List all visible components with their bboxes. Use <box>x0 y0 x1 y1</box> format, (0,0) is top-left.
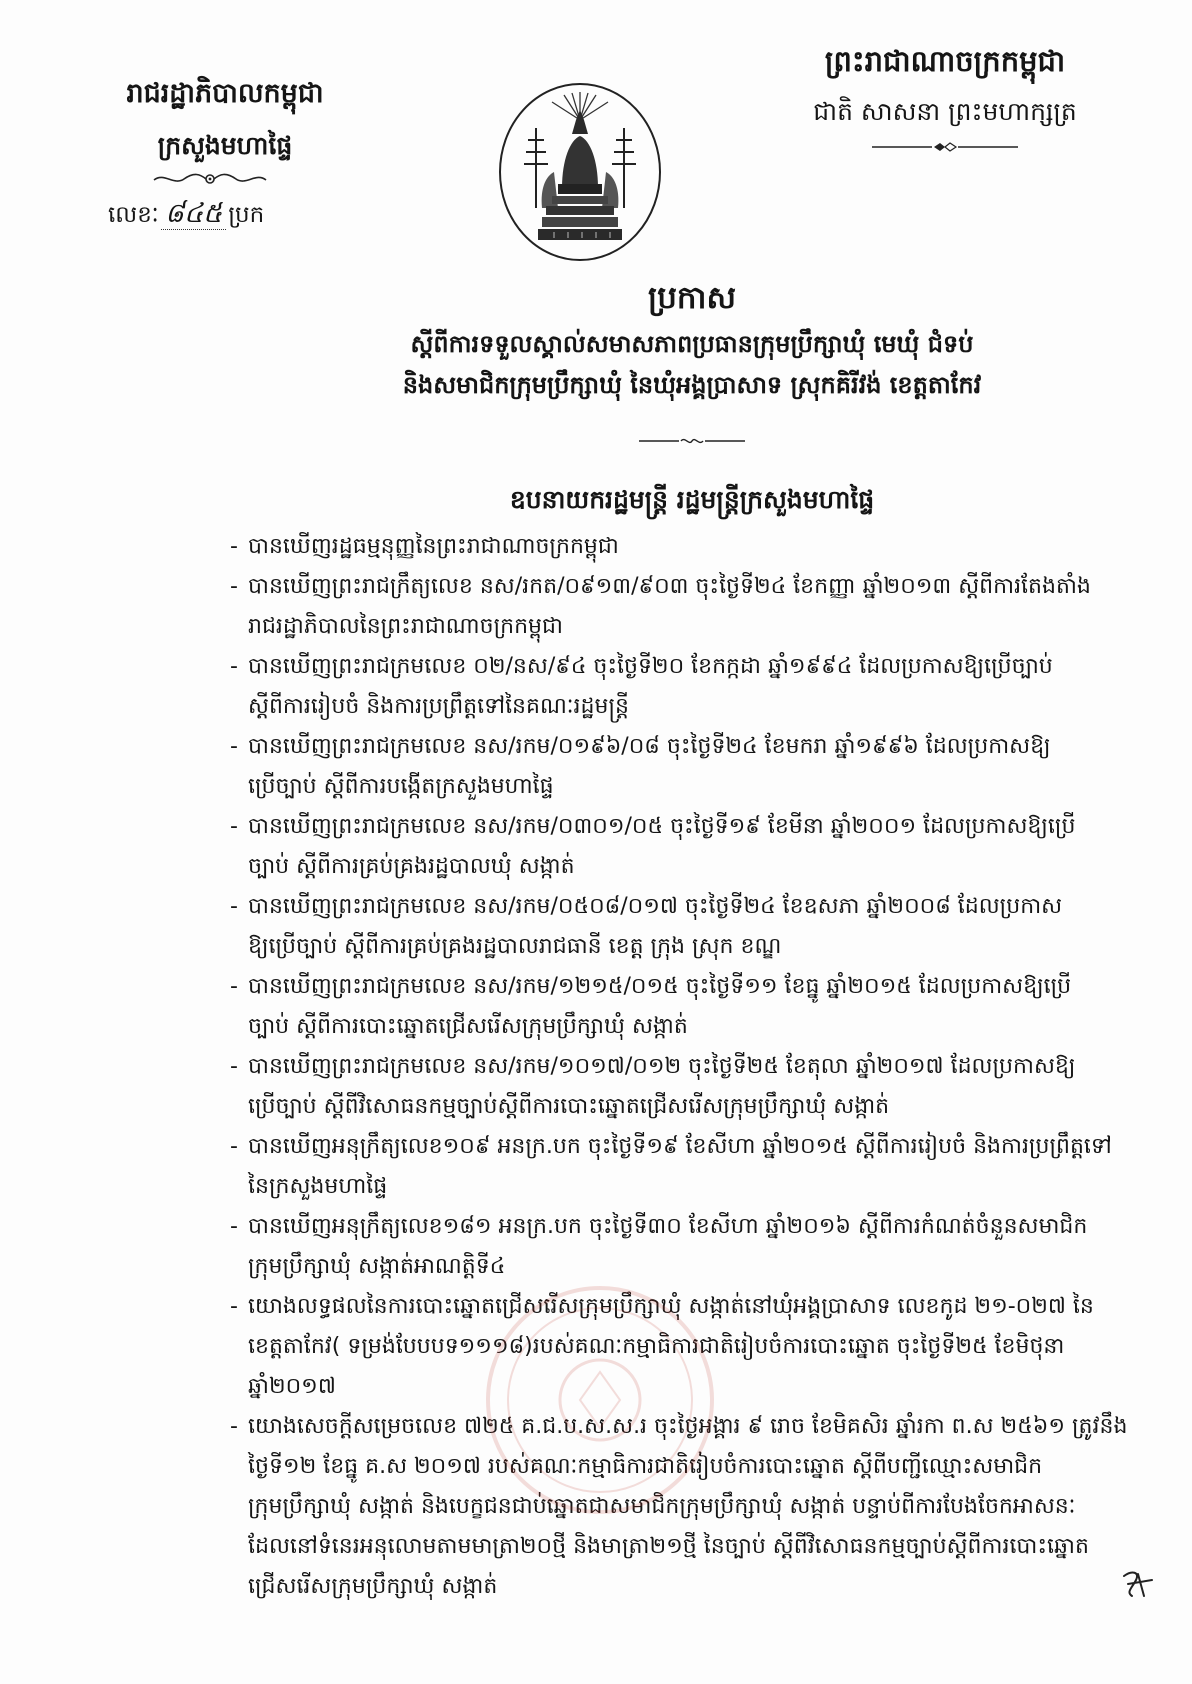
list-item-line: ដែលនៅទំនេរអនុលោមតាមមាត្រា២០ថ្មី និងមាត្រា២១ថ្មី នៃច្បាប់ ស្តីពីវិសោធនកម្មច្បាប់ស្តីពីការបោះឆ្នោត <box>248 1534 1089 1559</box>
subject-line-2: និងសមាជិកក្រុមប្រឹក្សាឃុំ នៃឃុំអង្គប្រាសាទ ស្រុកគិរីវង់ ខេត្តតាកែវ <box>402 371 982 399</box>
list-item-line: ស្តីពីការរៀបចំ និងការប្រព្រឹត្តទៅនៃគណៈរដ្ឋមន្ត្រី <box>248 694 629 719</box>
list-item-line: - យោងសេចក្តីសម្រេចលេខ ៧២៥ គ.ជ.ប.ស.ស.រ ចុះថ្ងៃអង្គារ ៩ រោច ខែមិគសិរ ឆ្នាំរកា ព.ស ២៥៦១ ត្រូវនឹង <box>228 1407 1158 1447</box>
list-item <box>228 647 1158 727</box>
ministry-name: ក្រសួងមហាផ្ទៃ <box>157 131 293 160</box>
list-item-line: - បានឃើញព្រះរាជក្រមលេខ នស/រកម/០៥០៨/០១៧ ចុះថ្ងៃទី២៤ ខែឧសភា ឆ្នាំ២០០៨ ដែលប្រកាស <box>228 887 1158 927</box>
list-item <box>228 807 1158 887</box>
list-item <box>228 1047 1158 1127</box>
list-item <box>228 527 1158 567</box>
list-item-line: - បានឃើញអនុក្រឹត្យលេខ១៨១ អនក្រ.បក ចុះថ្ងៃទី៣០ ខែសីហា ឆ្នាំ២០១៦ ស្តីពីការកំណត់ចំនួនសមាជិក <box>228 1207 1158 1247</box>
reference-suffix: ប្រក <box>228 202 265 228</box>
list-item-line: - បានឃើញព្រះរាជក្រមលេខ ០២/នស/៩៤ ចុះថ្ងៃទី២០ ខែកក្កដា ឆ្នាំ១៩៩៤ ដែលប្រកាសឱ្យប្រើច្បាប់ <box>228 647 1158 687</box>
government-name: រាជរដ្ឋាភិបាលកម្ពុជា <box>126 78 324 109</box>
kingdom-name: ព្រះរាជាណាចក្រកម្ពុជា <box>824 44 1066 78</box>
reference-label: លេខៈ <box>108 202 159 228</box>
list-item-line: ខេត្តតាកែវ( ទម្រង់បែបបទ១១១៨)របស់គណៈកម្មាធិការជាតិរៀបចំការបោះឆ្នោត ចុះថ្ងៃទី២៥ ខែមិថុនា <box>248 1334 1065 1359</box>
list-item-line: - បានឃើញព្រះរាជក្រមលេខ នស/រកម/០៣០១/០៥ ចុះថ្ងៃទី១៩ ខែមីនា ឆ្នាំ២០០១ ដែលប្រកាសឱ្យប្រើ <box>228 807 1158 847</box>
list-item-line: - បានឃើញព្រះរាជក្រឹត្យលេខ នស/រកត/០៩១៣/៩០៣ ចុះថ្ងៃទី២៤ ខែកញ្ញា ឆ្នាំ២០១៣ ស្តីពីការតែងតាំង <box>228 567 1158 607</box>
list-item <box>228 887 1158 967</box>
list-item-line: ក្រុមប្រឹក្សាឃុំ សង្កាត់ និងបេក្ខជនជាប់ឆ្នោតជាសមាជិកក្រុមប្រឹក្សាឃុំ សង្កាត់ បន្ទាប់ពីការបែងចែកអាសនៈ <box>248 1494 1076 1519</box>
issuer-title: ឧបនាយករដ្ឋមន្ត្រី រដ្ឋមន្ត្រីក្រសួងមហាផ្ទៃ <box>509 485 875 514</box>
list-item <box>228 727 1158 807</box>
list-item-line: - យោងលទ្ធផលនៃការបោះឆ្នោតជ្រើសរើសក្រុមប្រឹក្សាឃុំ សង្កាត់នៅឃុំអង្គប្រាសាទ លេខកូដ ២១-០២៧ នៃ <box>228 1287 1158 1327</box>
list-item-line: - បានឃើញព្រះរាជក្រមលេខ នស/រកម/១២១៥/០១៥ ចុះថ្ងៃទី១១ ខែធ្នូ ឆ្នាំ២០១៥ ដែលប្រកាសឱ្យប្រើ <box>228 967 1158 1007</box>
list-item-line: - បានឃើញអនុក្រឹត្យលេខ១០៩ អនក្រ.បក ចុះថ្ងៃទី១៩ ខែសីហា ឆ្នាំ២០១៥ ស្តីពីការរៀបចំ និងការប្រព្រឹត្តទៅ <box>228 1127 1158 1167</box>
national-motto: ជាតិ សាសនា ព្រះមហាក្សត្រ <box>813 97 1077 126</box>
ornament-line-icon <box>870 140 1020 154</box>
official-seal-stamp <box>480 1280 720 1520</box>
list-item-line: ច្បាប់ ស្តីពីការគ្រប់គ្រងរដ្ឋបាលឃុំ សង្កាត់ <box>248 854 575 879</box>
list-item-line: ក្រុមប្រឹក្សាឃុំ សង្កាត់អាណត្តិទី៤ <box>248 1254 506 1279</box>
list-item-line: ឱ្យប្រើច្បាប់ ស្តីពីការគ្រប់គ្រងរដ្ឋបាលរាជធានី ខេត្ត ក្រុង ស្រុក ខណ្ឌ <box>248 934 782 959</box>
list-item-line: ច្បាប់ ស្តីពីការបោះឆ្នោតជ្រើសរើសក្រុមប្រឹក្សាឃុំ សង្កាត់ <box>248 1014 688 1039</box>
list-item-line: ថ្ងៃទី១២ ខែធ្នូ គ.ស ២០១៧ របស់គណៈកម្មាធិការជាតិរៀបចំការបោះឆ្នោត ស្តីពីបញ្ជីឈ្មោះសមាជិក <box>248 1454 1043 1479</box>
ornament-divider-icon <box>150 170 270 188</box>
royal-coat-of-arms-icon <box>492 80 668 264</box>
handwritten-initials-mark <box>1118 1566 1158 1602</box>
list-item-line: - បានឃើញព្រះរាជក្រមលេខ នស/រកម/១០១៧/០១២ ចុះថ្ងៃទី២៥ ខែតុលា ឆ្នាំ២០១៧ ដែលប្រកាសឱ្យ <box>228 1047 1158 1087</box>
ornament-divider-icon <box>637 434 747 448</box>
list-item-line: នៃក្រសួងមហាផ្ទៃ <box>248 1174 388 1199</box>
document-heading: ប្រកាស <box>648 280 736 316</box>
list-item-line: - បានឃើញព្រះរាជក្រមលេខ នស/រកម/០១៩៦/០៨ ចុះថ្ងៃទី២៤ ខែមករា ឆ្នាំ១៩៩៦ ដែលប្រកាសឱ្យ <box>228 727 1158 767</box>
list-item-line: - បានឃើញរដ្ឋធម្មនុញ្ញនៃព្រះរាជាណាចក្រកម្ពុជា <box>228 527 1158 567</box>
list-item <box>228 567 1158 647</box>
list-item-line: ប្រើច្បាប់ ស្តីពីការបង្កើតក្រសួងមហាផ្ទៃ <box>248 774 554 799</box>
reference-number <box>108 194 368 234</box>
list-item <box>228 1207 1158 1287</box>
list-item <box>228 967 1158 1047</box>
subject-line-1: ស្តីពីការទទួលស្គាល់សមាសភាពប្រធានក្រុមប្រឹក្សាឃុំ មេឃុំ ជំទប់ <box>410 330 974 358</box>
list-item-line: ឆ្នាំ២០១៧ <box>248 1374 336 1399</box>
list-item-line: ជ្រើសរើសក្រុមប្រឹក្សាឃុំ សង្កាត់ <box>248 1574 498 1599</box>
reference-number-handwritten: ៨៤៥ <box>161 198 226 230</box>
list-item-line: រាជរដ្ឋាភិបាលនៃព្រះរាជាណាចក្រកម្ពុជា <box>248 614 563 639</box>
list-item <box>228 1127 1158 1207</box>
list-item-line: ប្រើច្បាប់ ស្តីពីវិសោធនកម្មច្បាប់ស្តីពីការបោះឆ្នោតជ្រើសរើសក្រុមប្រឹក្សាឃុំ សង្កាត់ <box>248 1094 890 1119</box>
